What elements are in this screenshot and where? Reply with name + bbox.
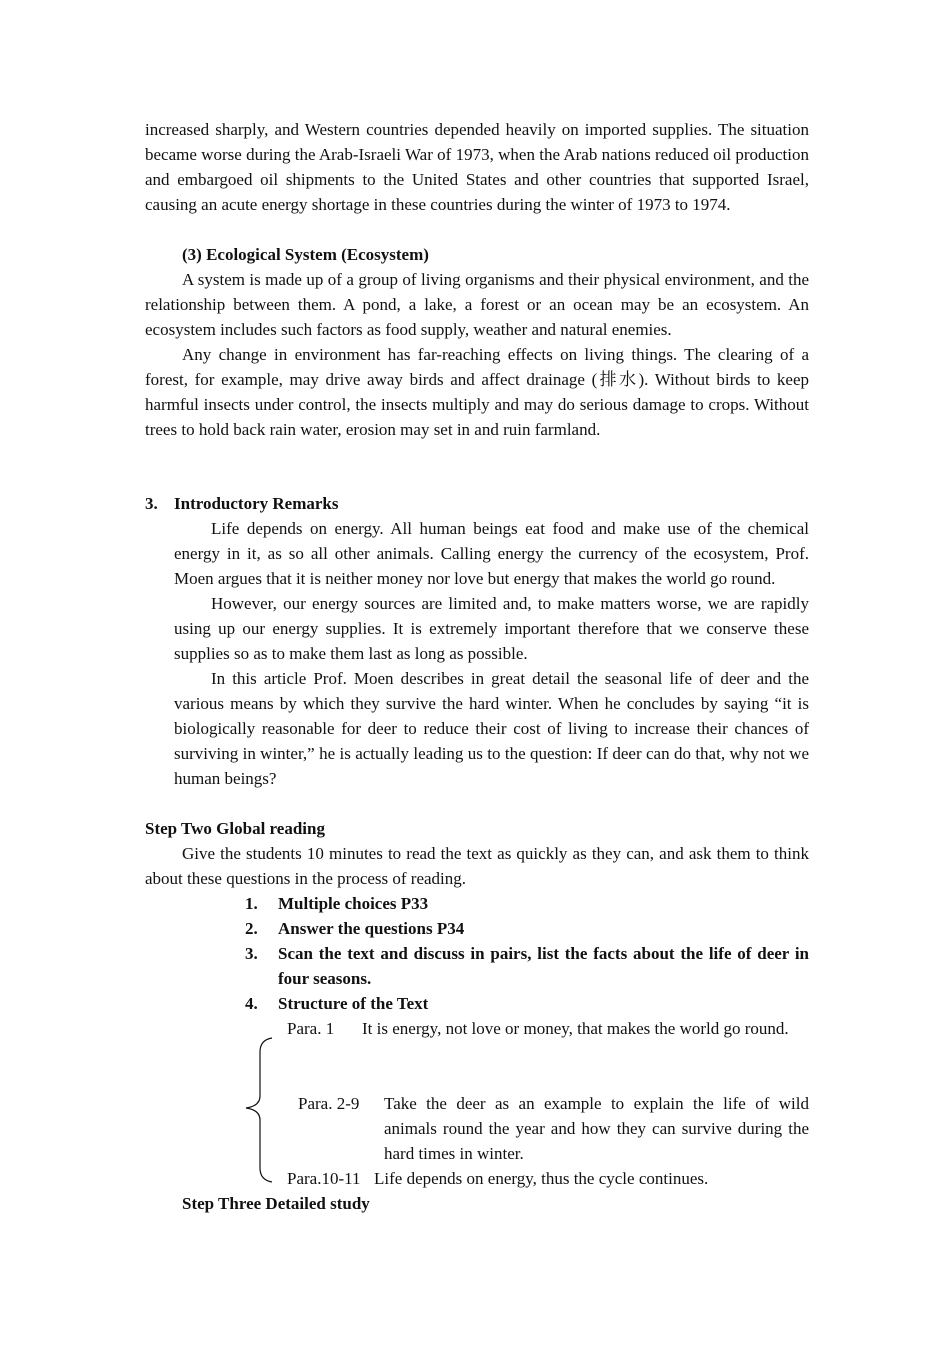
section3-number: 3.: [145, 494, 158, 513]
step-two-heading: Step Two Global reading: [145, 819, 325, 838]
step-two-section: [145, 816, 809, 891]
intro-paragraph: increased sharply, and Western countries depended heavily on imported supplies. The situation became worse during the Arab-Israeli War of 1973, when the Arab nations reduced oil production and embargoed oil shipments to the United States and other countries that supported Israel, causing an acute energy shortage in these countries during the winter of 1973 to 1974.: [145, 120, 809, 214]
intro-paragraph-block: [145, 117, 809, 217]
ecosystem-heading: (3) Ecological System (Ecosystem): [182, 245, 429, 264]
introductory-remarks: [174, 516, 809, 791]
step-three-heading: Step Three Detailed study: [182, 1194, 370, 1213]
structure-label: Para.10-11: [287, 1169, 361, 1188]
ecosystem-section: [145, 242, 809, 442]
structure-para-1: [287, 1016, 809, 1041]
ecosystem-paragraph-2: Any change in environment has far-reaching effects on living things. The clearing of a forest, for example, may drive away birds and affect drainage (排水). Without birds to keep harmful insects under control, the insects multiply and may do serious damage to crops. Without trees to hold back rain water, erosion may set in and ruin farmland.: [145, 345, 809, 439]
step-two-instruction: Give the students 10 minutes to read the text as quickly as they can, and ask them to think about these questions in the process of reading.: [145, 844, 809, 888]
remarks-paragraph-1: Life depends on energy. All human beings eat food and make use of the chemical energy in it, as so all other animals. Calling energy the currency of the ecosystem, Prof. Moen argues that it is neither money nor love but energy that makes the world go round.: [174, 519, 809, 588]
list-item: 4. Structure of the Text: [245, 994, 429, 1013]
remarks-paragraph-2: However, our energy sources are limited and, to make matters worse, we are rapidly using up our energy supplies. It is extremely important therefore that we conserve these supplies so as to make them last as long as possible.: [174, 594, 809, 663]
global-reading-list: [245, 891, 809, 1016]
list-item: 1. Multiple choices P33: [245, 894, 429, 913]
structure-para-2: [298, 1091, 809, 1166]
step-three-section: [182, 1191, 809, 1216]
structure-text: It is energy, not love or money, that makes the world go round.: [362, 1019, 789, 1038]
curly-brace-icon: [240, 1036, 274, 1184]
list-item: 3. Scan the text and discuss in pairs, list the facts about the life of deer in four seasons.: [245, 944, 809, 988]
section3-heading-row: [145, 491, 809, 516]
section3-heading: Introductory Remarks: [174, 494, 339, 513]
structure-label: Para. 1: [287, 1019, 335, 1038]
list-item: 2. Answer the questions P34: [245, 919, 465, 938]
structure-text: Life depends on energy, thus the cycle continues.: [374, 1169, 709, 1188]
ecosystem-paragraph-1: A system is made up of a group of living organisms and their physical environment, and the relationship between them. A pond, a lake, a forest or an ocean may be an ecosystem. An ecosystem includes such factors as food supply, weather and natural enemies.: [145, 270, 809, 339]
structure-label: Para. 2-9: [298, 1094, 360, 1113]
structure-text: Take the deer as an example to explain the life of wild animals round the year and how they can survive during the hard times in winter.: [384, 1094, 809, 1163]
remarks-paragraph-3: In this article Prof. Moen describes in great detail the seasonal life of deer and the various means by which they survive the hard winter. When he concludes by saying “it is biologically reasonable for deer to reduce their cost of living to increase their chances of surviving in winter,” he is actually leading us to the question: If deer can do that, why not we human beings?: [174, 669, 809, 788]
structure-para-3: [287, 1166, 809, 1191]
